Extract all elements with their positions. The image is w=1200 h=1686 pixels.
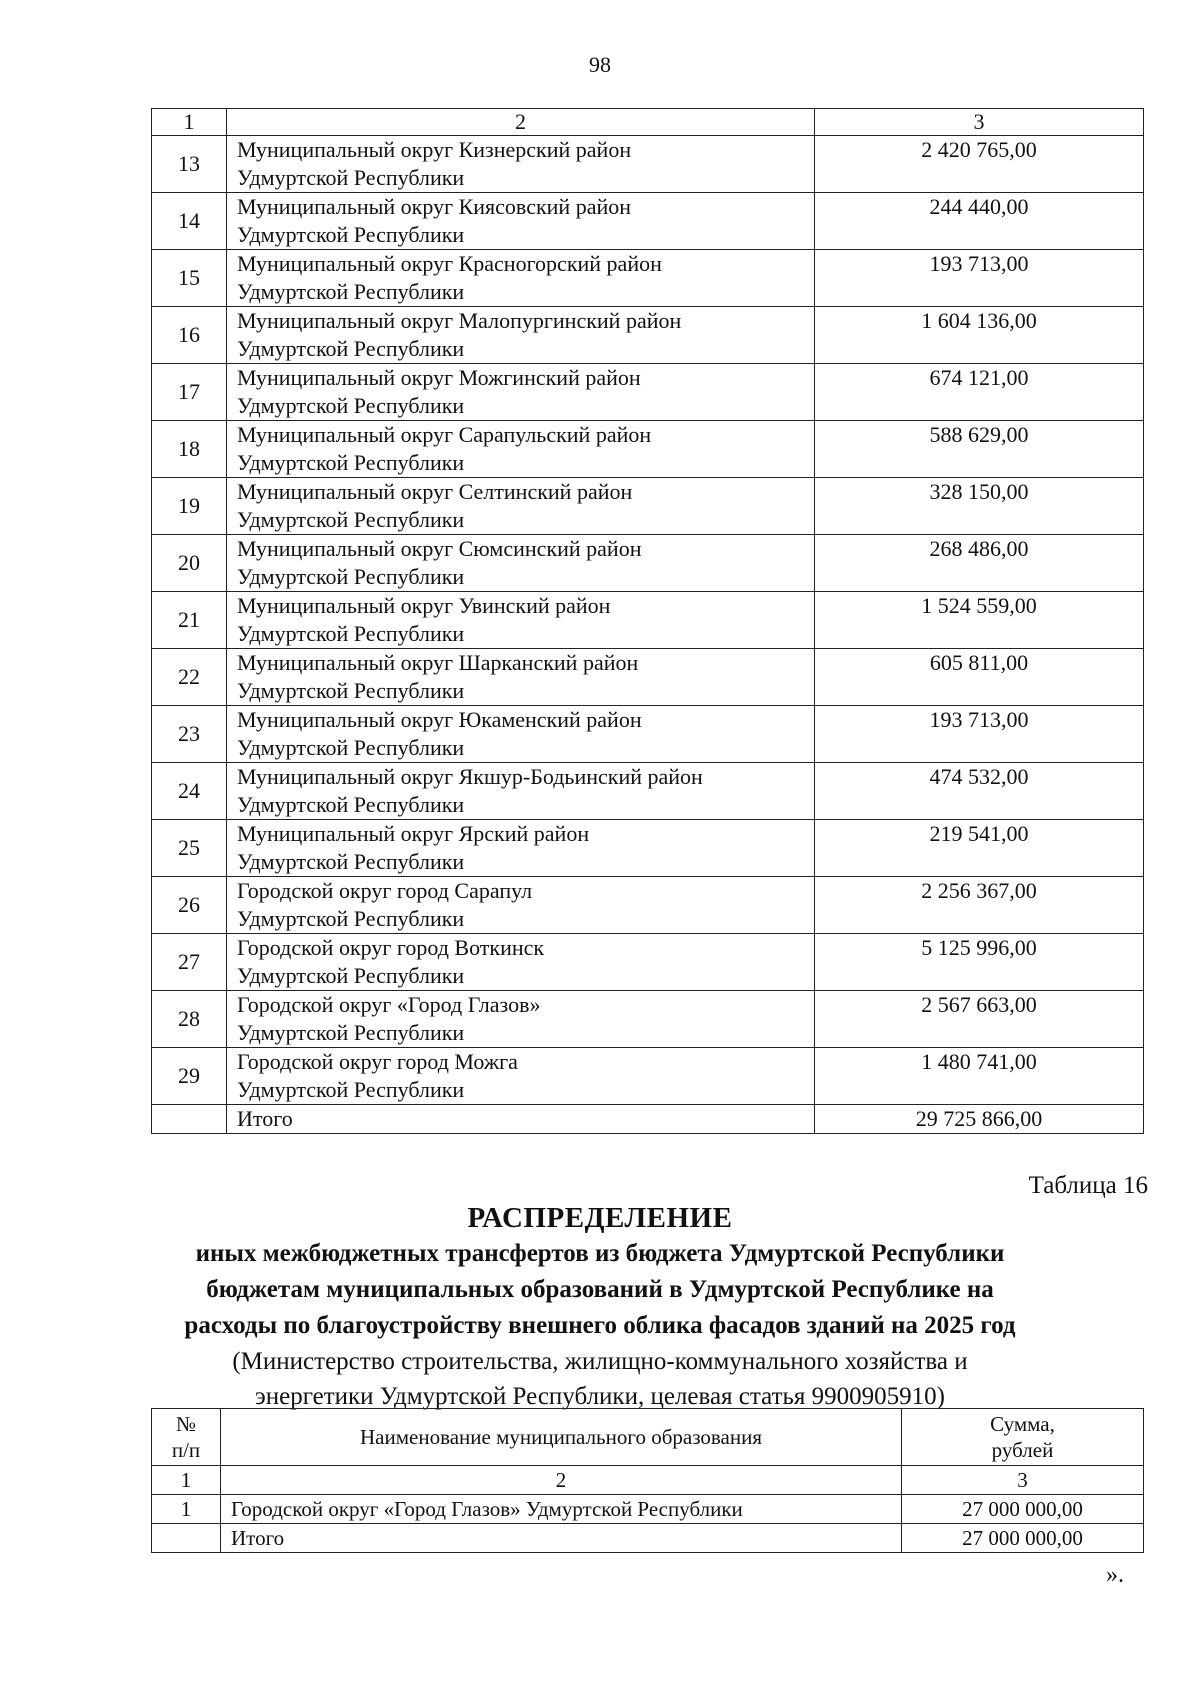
row-sum: 219 541,00	[815, 820, 1144, 877]
municipality-line-1: Муниципальный округ Увинский район	[237, 593, 611, 618]
row-sum: 605 811,00	[815, 649, 1144, 706]
municipality-line-2: Удмуртской Республики	[237, 450, 465, 475]
row-sum: 328 150,00	[815, 478, 1144, 535]
table-row	[152, 820, 1144, 877]
title-block	[140, 1200, 1060, 1414]
row-number: 18	[152, 421, 227, 478]
table-row	[152, 763, 1144, 820]
table-row	[152, 136, 1144, 193]
total-empty-cell	[152, 1105, 227, 1134]
table-header-row	[152, 109, 1144, 136]
municipality-line-2: Удмуртской Республики	[237, 1020, 465, 1045]
total-row	[152, 1105, 1144, 1134]
municipality-line-1: Муниципальный округ Селтинский район	[237, 479, 633, 504]
municipality-line-2: Удмуртской Республики	[237, 336, 465, 361]
municipality-line-2: Удмуртской Республики	[237, 222, 465, 247]
row-municipality	[227, 136, 815, 193]
header-sum-line-1: Сумма,	[990, 1412, 1055, 1436]
row-number: 19	[152, 478, 227, 535]
table-row	[152, 307, 1144, 364]
municipality-line-2: Удмуртской Республики	[237, 393, 465, 418]
row-sum: 2 420 765,00	[815, 136, 1144, 193]
row-number: 21	[152, 592, 227, 649]
total-sum: 27 000 000,00	[902, 1524, 1144, 1553]
row-municipality	[227, 250, 815, 307]
column-number-2: 2	[221, 1466, 902, 1495]
row-sum: 193 713,00	[815, 706, 1144, 763]
row-sum: 474 532,00	[815, 763, 1144, 820]
table-row	[152, 649, 1144, 706]
municipality-line-1: Муниципальный округ Малопургинский район	[237, 308, 682, 333]
facade-transfers-table	[151, 1408, 1144, 1553]
row-municipality	[227, 706, 815, 763]
row-municipality	[227, 934, 815, 991]
row-number: 13	[152, 136, 227, 193]
page-number: 98	[589, 52, 611, 77]
municipality-line-2: Удмуртской Республики	[237, 507, 465, 532]
municipality-line-2: Удмуртской Республики	[237, 792, 465, 817]
row-number: 20	[152, 535, 227, 592]
total-empty-cell	[152, 1524, 221, 1553]
row-sum: 2 567 663,00	[815, 991, 1144, 1048]
row-number: 23	[152, 706, 227, 763]
row-number: 16	[152, 307, 227, 364]
municipality-line-2: Удмуртской Республики	[237, 621, 465, 646]
row-sum: 268 486,00	[815, 535, 1144, 592]
row-number: 1	[152, 1495, 221, 1524]
row-sum: 588 629,00	[815, 421, 1144, 478]
table-row	[152, 535, 1144, 592]
row-municipality	[227, 1048, 815, 1105]
municipality-line-1: Муниципальный округ Шарканский район	[237, 650, 639, 675]
municipality-line-2: Удмуртской Республики	[237, 279, 465, 304]
row-sum: 1 604 136,00	[815, 307, 1144, 364]
column-number-3: 3	[902, 1466, 1144, 1495]
municipality-line-1: Муниципальный округ Ярский район	[237, 821, 590, 846]
row-number: 17	[152, 364, 227, 421]
row-sum: 5 125 996,00	[815, 934, 1144, 991]
column-number-2: 2	[227, 109, 815, 136]
municipality-line-2: Удмуртской Республики	[237, 165, 465, 190]
total-sum: 29 725 866,00	[815, 1105, 1144, 1134]
row-sum: 27 000 000,00	[902, 1495, 1144, 1524]
table-row	[152, 478, 1144, 535]
row-sum: 674 121,00	[815, 364, 1144, 421]
table-row	[152, 706, 1144, 763]
table-row	[152, 1495, 1144, 1524]
row-number: 22	[152, 649, 227, 706]
row-number: 27	[152, 934, 227, 991]
table-label: Таблица 16	[1028, 1172, 1148, 1199]
document-heading: РАСПРЕДЕЛЕНИЕ	[467, 1202, 733, 1234]
row-municipality	[227, 421, 815, 478]
table-row	[152, 421, 1144, 478]
column-number-3: 3	[815, 109, 1144, 136]
header-number	[152, 1409, 221, 1466]
municipality-line-2: Удмуртской Республики	[237, 735, 465, 760]
municipality-line-2: Удмуртской Республики	[237, 849, 465, 874]
table-header-row	[152, 1409, 1144, 1466]
row-municipality	[227, 820, 815, 877]
column-number-1: 1	[152, 109, 227, 136]
municipality-line-1: Муниципальный округ Киясовский район	[237, 194, 632, 219]
header-number-symbol: №	[175, 1412, 197, 1436]
total-label: Итого	[227, 1105, 815, 1134]
row-sum: 1 524 559,00	[815, 592, 1144, 649]
municipality-line-1: Городской округ город Можга	[237, 1049, 518, 1074]
municipality-line-2: Удмуртской Республики	[237, 678, 465, 703]
subheading-line-1: иных межбюджетных трансфертов из бюджета Удмуртской Республики	[195, 1240, 1005, 1267]
municipality-line-1: Городской округ город Сарапул	[237, 878, 533, 903]
transfers-table-continued	[151, 108, 1144, 1134]
municipality-line-2: Удмуртской Республики	[237, 963, 465, 988]
row-municipality	[227, 877, 815, 934]
municipality-line-1: Муниципальный округ Кизнерский район	[237, 137, 632, 162]
row-municipality	[227, 991, 815, 1048]
table-row	[152, 1048, 1144, 1105]
row-number: 15	[152, 250, 227, 307]
header-number-abbr: п/п	[171, 1438, 201, 1462]
row-municipality	[227, 307, 815, 364]
municipality-line-1: Муниципальный округ Можгинский район	[237, 365, 641, 390]
row-municipality: Городской округ «Город Глазов» Удмуртской Республики	[221, 1495, 902, 1524]
row-municipality	[227, 535, 815, 592]
row-municipality	[227, 763, 815, 820]
municipality-line-2: Удмуртской Республики	[237, 564, 465, 589]
table-row	[152, 364, 1144, 421]
municipality-line-1: Муниципальный округ Красногорский район	[237, 251, 662, 276]
row-number: 25	[152, 820, 227, 877]
municipality-line-1: Муниципальный округ Сюмсинский район	[237, 536, 642, 561]
row-municipality	[227, 364, 815, 421]
note-line-1: (Министерство строительства, жилищно-коммунального хозяйства и	[232, 1348, 968, 1375]
municipality-line-1: Муниципальный округ Юкаменский район	[237, 707, 642, 732]
table-row	[152, 877, 1144, 934]
closing-quote-mark: ».	[1106, 1562, 1124, 1588]
header-sum	[902, 1409, 1144, 1466]
row-municipality	[227, 193, 815, 250]
header-name: Наименование муниципального образования	[221, 1409, 902, 1466]
column-number-1: 1	[152, 1466, 221, 1495]
note-line-2: энергетики Удмуртской Республики, целевая статья 9900905910)	[254, 1383, 945, 1410]
table-row	[152, 193, 1144, 250]
subheading-line-3: расходы по благоустройству внешнего облика фасадов зданий на 2025 год	[184, 1312, 1016, 1339]
municipality-line-2: Удмуртской Республики	[237, 1077, 465, 1102]
table-row	[152, 250, 1144, 307]
row-sum: 193 713,00	[815, 250, 1144, 307]
municipality-line-2: Удмуртской Республики	[237, 906, 465, 931]
row-sum: 1 480 741,00	[815, 1048, 1144, 1105]
total-row	[152, 1524, 1144, 1553]
row-sum: 2 256 367,00	[815, 877, 1144, 934]
table-row	[152, 991, 1144, 1048]
row-municipality	[227, 478, 815, 535]
row-municipality	[227, 649, 815, 706]
row-number: 29	[152, 1048, 227, 1105]
municipality-line-1: Муниципальный округ Якшур-Бодьинский район	[237, 764, 703, 789]
header-sum-line-2: рублей	[991, 1438, 1054, 1462]
total-label: Итого	[221, 1524, 902, 1553]
municipality-line-1: Городской округ город Воткинск	[237, 935, 545, 960]
subheading-line-2: бюджетам муниципальных образований в Удмуртской Республике на	[206, 1276, 994, 1303]
row-municipality	[227, 592, 815, 649]
row-sum: 244 440,00	[815, 193, 1144, 250]
row-number: 28	[152, 991, 227, 1048]
table-row	[152, 592, 1144, 649]
municipality-line-1: Городской округ «Город Глазов»	[237, 992, 541, 1017]
table-row	[152, 934, 1144, 991]
column-numbers-row	[152, 1466, 1144, 1495]
row-number: 26	[152, 877, 227, 934]
row-number: 14	[152, 193, 227, 250]
row-number: 24	[152, 763, 227, 820]
municipality-line-1: Муниципальный округ Сарапульский район	[237, 422, 652, 447]
